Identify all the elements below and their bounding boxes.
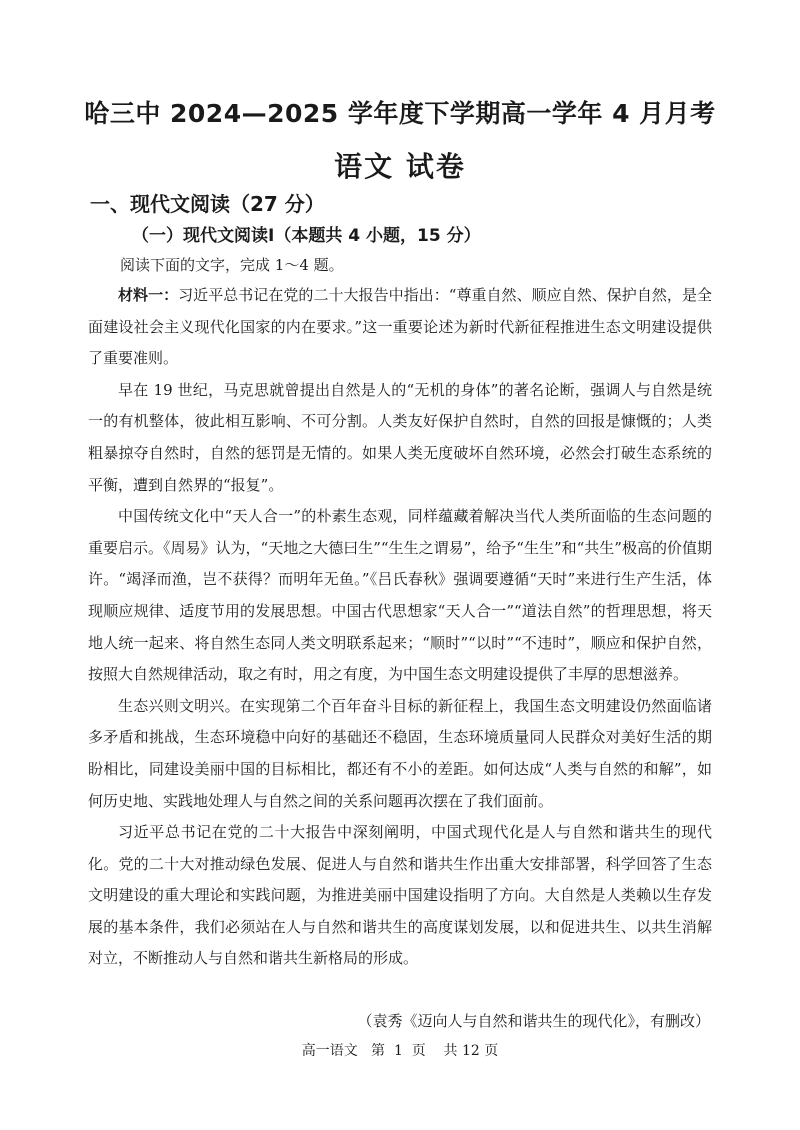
material-paragraph [88, 280, 712, 375]
material-body [88, 280, 712, 975]
material-paragraph: 生态兴则文明兴。在实现第二个百年奋斗目标的新征程上，我国生态文明建设仍然面临诸多矛盾和挑战，生态环境稳中向好的基础还不稳固，生态环境质量同人民群众对美好生活的期盼相比，同建设美丽中国的目标相比，都还有不小的差距。如何达成“人类与自然的和解”，如何历史地、实践地处理人与自然之间的关系问题再次摆在了我们面前。 [88, 696, 712, 810]
material-paragraph: 习近平总书记在党的二十大报告中深刻阐明，中国式现代化是人与自然和谐共生的现代化。党的二十大对推动绿色发展、促进人与自然和谐共生作出重大安排部署，科学回答了生态文明建设的重大理论和实践问题，为推进美丽中国建设指明了方向。大自然是人类赖以生存发展的基本条件，我们必须站在人与自然和谐共生的高度谋划发展，以和促进共生、以共生消解对立，不断推动人与自然和谐共生新格局的形成。 [88, 823, 712, 968]
exam-title: 哈三中 2024—2025 学年度下学期高一学年 4 月月考 [84, 99, 716, 128]
source-citation: （袁秀《迈向人与自然和谐共生的现代化》，有删改） [357, 1012, 710, 1030]
subsection-heading: （一）现代文阅读Ⅰ（本题共 4 小题，15 分） [132, 226, 481, 246]
paragraph-text: 习近平总书记在党的二十大报告中指出：“尊重自然、顺应自然、保护自然，是全面建设社会主义现代化国家的内在要求。”这一重要论述为新时代新征程推进生态文明建设提供了重要准则。 [88, 286, 712, 368]
material-paragraph: 早在 19 世纪，马克思就曾提出自然是人的“无机的身体”的著名论断，强调人与自然是统一的有机整体，彼此相互影响、不可分割。人类友好保护自然时，自然的回报是慷慨的；人类粗暴掠夺自然时，自然的惩罚是无情的。如果人类无度破坏自然环境，必然会打破生态系统的平衡，遭到自然界的“报复”。 [88, 380, 712, 494]
subject-title: 语文 试卷 [334, 150, 466, 183]
material-label: 材料一： [118, 286, 179, 304]
reading-instruction: 阅读下面的文字，完成 1～4 题。 [120, 256, 344, 274]
page-footer: 高一语文 第 1 页 共 12 页 [301, 1043, 499, 1059]
section-heading: 一、现代文阅读（27 分） [90, 192, 325, 216]
material-paragraph: 中国传统文化中“天人合一”的朴素生态观，同样蕴藏着解决当代人类所面临的生态问题的重要启示。《周易》认为，“天地之大德曰生”“生生之谓易”，给予“生生”和“共生”极高的价值期许。“竭泽而渔，岂不获得？而明年无鱼。”《吕氏春秋》强调要遵循“天时”来进行生产生活，体现顺应规律、适度节用的发展思想。中国古代思想家“天人合一”“道法自然”的哲理思想，将天地人统一起来、将自然生态同人类文明联系起来；“顺时”“以时”“不违时”，顺应和保护自然，按照大自然规律活动，取之有时，用之有度，为中国生态文明建设提供了丰厚的思想滋养。 [88, 507, 712, 684]
